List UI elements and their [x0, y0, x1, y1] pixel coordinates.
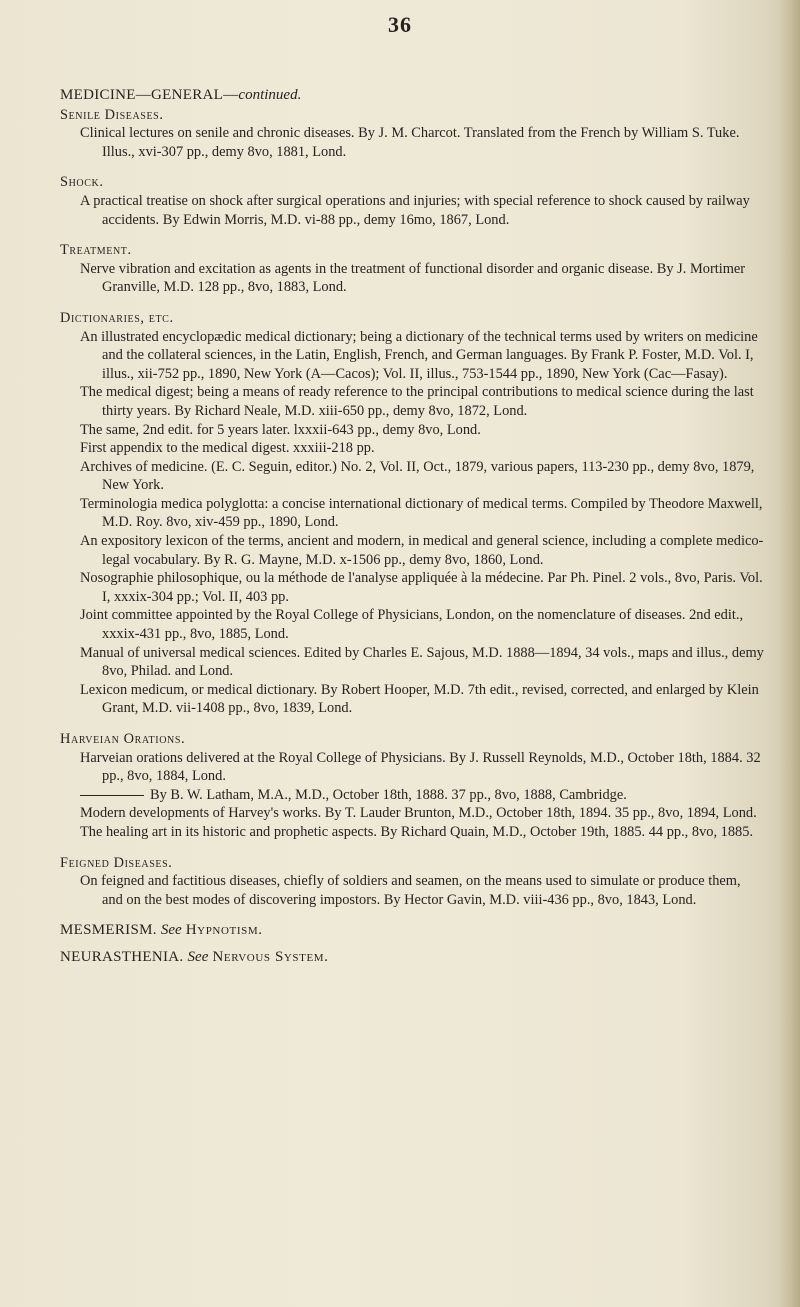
page-content	[44, 86, 764, 967]
entry: The same, 2nd edit. for 5 years later. lxxxii-643 pp., demy 8vo, Lond.	[80, 421, 481, 438]
entry: Nosographie philosophique, ou la méthode de l'analyse appliquée à la médecine. Par Ph. Pinel. 2 vols., 8vo, Paris. Vol. I, xxxix-304 pp.; Vol. II, 403 pp.	[80, 570, 763, 605]
entry: Harveian orations delivered at the Royal College of Physicians. By J. Russell Reynolds, M.D., October 18th, 1884. 32 pp., 8vo, 1884, Lond.	[80, 749, 761, 785]
entry: Nerve vibration and excitation as agents in the treatment of functional disorder and organic disease. By J. Mortimer Granville, M.D. 128 pp., 8vo, 1883, Lond.	[80, 260, 746, 296]
entry: On feigned and factitious diseases, chiefly of soldiers and seamen, on the means used to simulate or produce them, and on the best modes of discovering impostors. By Hector Gavin, M.D. viii-436 pp., 8vo, 1843, Lond.	[80, 873, 741, 908]
section-feigned-diseases	[44, 854, 764, 910]
cross-ref-target: Nervous System.	[212, 948, 329, 965]
entry: Archives of medicine. (E. C. Seguin, editor.) No. 2, Vol. II, Oct., 1879, various papers, 113-230 pp., demy 8vo, 1879, New York.	[80, 458, 755, 494]
main-heading-title: MEDICINE—GENERAL—	[60, 87, 239, 103]
entry: Terminologia medica polyglotta: a concise international dictionary of medical terms. Compiled by Theodore Maxwell, M.D. Roy. 8vo, xiv-459 pp., 1890, Lond.	[80, 495, 763, 531]
ditto-rule	[80, 795, 144, 796]
section-title: Senile Diseases.	[60, 106, 164, 123]
section-dictionaries	[44, 309, 764, 718]
entry: The healing art in its historic and prophetic aspects. By Richard Quain, M.D., October 19th, 1885. 44 pp., 8vo, 1885.	[80, 823, 754, 840]
page-number: 36	[388, 12, 412, 37]
section-shock	[44, 173, 764, 229]
section-title: Dictionaries, etc.	[60, 309, 174, 326]
entry: Joint committee appointed by the Royal College of Physicians, London, on the nomenclature of diseases. 2nd edit., xxxix-431 pp., 8vo, 1885, Lond.	[80, 607, 744, 643]
cross-ref-term: NEURASTHENIA.	[60, 948, 184, 965]
entry: The medical digest; being a means of ready reference to the principal contributions to medical science during the last thirty years. By Richard Neale, M.D. xiii-650 pp., demy 8vo, 1872, Lond.	[80, 384, 754, 419]
main-heading-continued: continued.	[238, 87, 302, 103]
page-edge-shadow	[778, 0, 800, 1307]
entry: Modern developments of Harvey's works. By T. Lauder Brunton, M.D., October 18th, 1894. 35 pp., 8vo, 1894, Lond.	[80, 805, 757, 822]
entry: Lexicon medicum, or medical dictionary. By Robert Hooper, M.D. 7th edit., revised, corrected, and enlarged by Klein Grant, M.D. vii-1408 pp., 8vo, 1839, Lond.	[80, 681, 759, 717]
section-title: Harveian Orations.	[60, 731, 186, 747]
section-title: Treatment.	[60, 242, 132, 259]
entry: An expository lexicon of the terms, ancient and modern, in medical and general science, including a complete medico-legal vocabulary. By R. G. Mayne, M.D. x-1506 pp., demy 8vo, 1860, Lond.	[80, 533, 764, 568]
cross-ref-see: See	[187, 948, 209, 965]
cross-ref-target: Hypnotism.	[185, 922, 263, 939]
section-title: Feigned Diseases.	[60, 854, 173, 871]
entry-ditto	[44, 786, 764, 805]
section-treatment	[44, 241, 764, 297]
entry: Clinical lectures on senile and chronic diseases. By J. M. Charcot. Translated from the French by William S. Tuke. Illus., xvi-307 pp., demy 8vo, 1881, Lond.	[80, 125, 740, 160]
entry: An illustrated encyclopædic medical dictionary; being a dictionary of the technical terms used by writers on medicine and the collateral sciences, in the Latin, English, French, and German languages. By Frank P. Foster, M.D. Vol. I, illus., xii-752 pp., 1890, New York (A—Cacos); Vol. II, illus., 753-1544 pp., 1890, New York (Cac—Fasay).	[80, 328, 758, 382]
cross-ref-mesmerism	[44, 921, 764, 940]
main-heading	[44, 86, 764, 105]
section-senile-diseases	[44, 106, 764, 162]
entry-text: By B. W. Latham, M.A., M.D., October 18th, 1888. 37 pp., 8vo, 1888, Cambridge.	[150, 786, 627, 803]
cross-ref-neurasthenia	[44, 948, 764, 967]
entry: Manual of universal medical sciences. Edited by Charles E. Sajous, M.D. 1888—1894, 34 vols., maps and illus., demy 8vo, Philad. and Lond.	[80, 644, 764, 680]
section-harveian-orations	[44, 730, 764, 842]
section-title: Shock.	[60, 174, 104, 191]
cross-ref-see: See	[160, 922, 182, 939]
cross-ref-term: MESMERISM.	[60, 922, 157, 939]
entry: A practical treatise on shock after surgical operations and injuries; with special reference to shock caused by railway accidents. By Edwin Morris, M.D. vi-88 pp., demy 16mo, 1867, Lond.	[80, 192, 750, 228]
entry: First appendix to the medical digest. xxxiii-218 pp.	[80, 440, 375, 457]
